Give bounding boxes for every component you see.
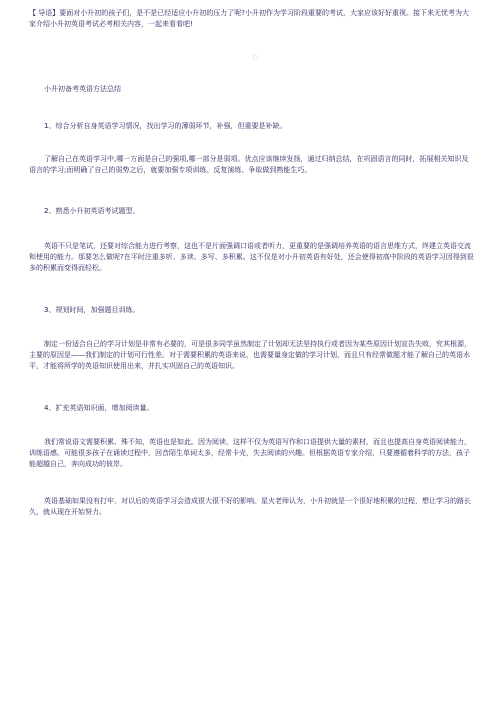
intro-paragraph: 【 导语】要面对小升初的孩子们，是不是已经适应小升初的压力了呢?小升初作为学习阶段重要的考试，大家应该好好重视。接下来无忧考为大家介绍小升初英语考试必考相关内容，一起来看看吧!	[29, 9, 469, 28]
article-title: 小升初备考英语方法总结	[44, 85, 121, 93]
section-4-heading: 4、扩充英语知识面，增加阅读量。	[44, 404, 154, 412]
section-4-body: 我们常说语文需要积累、殊不知，英语也是如此。因为阅读，这样不仅为英语写作和口语提供大量的素材，而且也提高自身英语阅读能力，训练语感。可能很多孩子在诵读过程中，回音陌生单词太多，经常卡壳，失去阅读的兴趣。但根据英语专家介绍，只要遵循着科学的方法，孩子能超越自己，奔向成功的彼岸。	[29, 438, 471, 468]
closing-paragraph: 英语基础如果没有打牢，对以后的英语学习会造成很大很不好的影响。星火老师认为，小升初就是一个很好地积累的过程，想让学习的路长久，就从现在开始努力。	[29, 497, 471, 516]
section-1-body: 了解自己在英语学习中,哪一方面是自己的强项,哪一部分是弱项。优点应该继续发扬，通过归纳总结，在巩固语言的同时，拓展相关知识及语言的学习;而明确了自己的弱势之后，就要加强专项训练、反复演练、争取做到熟能生巧。	[29, 155, 469, 174]
section-2-body: 英语不只是笔试，还要对综合能力进行考察，这也不是片面强调口语或者听力，更重要的是强调培养英语的语言思维方式，终建立英语交流和使用的能力。那要怎么做呢?在平时注重多听、多读、多写、多积累。这不仅是对小升初英语有好处，还会使得初高中阶段的英语学习因得到很多的积累而变得而轻松。	[29, 242, 474, 272]
placeholder-mark: □	[253, 55, 258, 61]
section-3-body: 制定一份适合自己的学习计划是非常有必要的，可是很多同学虽然制定了计划却无法坚持执行或者因为某些原因计划宣告失败，究其根源，主要的原因是——我们制定的计划可行性差。对于需要积累的英语来说，也需要量身定做的学习计划，而且只有经常做题才能了解自己的英语水平，才能将所学的英语知识使用出来，并扎实巩固自己的英语知识。	[29, 340, 471, 370]
section-2-heading: 2、熟悉小升初英语考试题型。	[44, 207, 140, 215]
section-3-heading: 3、规划时间，加强题目训练。	[44, 306, 140, 314]
section-1-heading: 1、综合分析自身英语学习情况，找出学习的薄弱环节，补强，但重要是补缺。	[44, 122, 287, 130]
